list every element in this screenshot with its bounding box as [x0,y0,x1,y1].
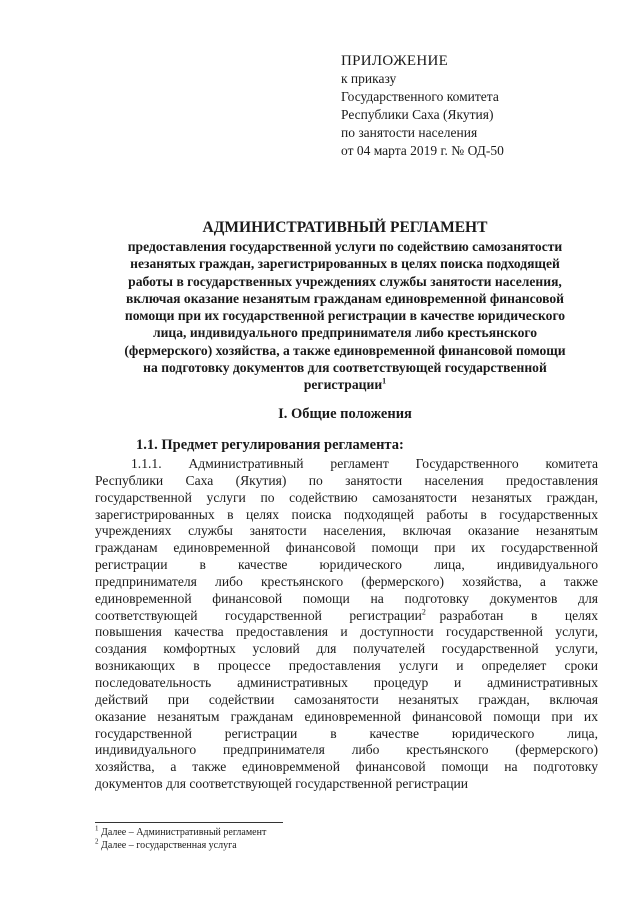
paragraph-line: предпринимателя либо крестьянского (фермерского) хозяйства, а также [95,573,598,589]
paragraph-line: хозяйства, а также единовремменой финансовой помощи на подготовку [95,759,598,775]
paragraph-line: возникающих в процессе предоставления услуги и определяет сроки [95,658,598,674]
document-title: АДМИНИСТРАТИВНЫЙ РЕГЛАМЕНТ [202,219,488,236]
paragraph-line: 1.1.1. Административный регламент Государственного комитета [131,456,598,471]
subtitle-line: предоставления государственной услуги по содействию самозанятости [127,239,563,254]
appendix-line: Республики Саха (Якутия) [341,107,494,122]
paragraph-line: зарегистрированных в целях поиска подходящей работы в государственных [95,506,598,522]
footnote-mark: 2 [95,837,99,846]
paragraph-line: оказание незанятым гражданам единовременной финансовой помощи при их [95,708,598,724]
subtitle-line: (фермерского) хозяйства, а также единовременной финансовой помощи [124,342,566,358]
footnote-mark: 1 [95,824,99,833]
subtitle-line: регистрации [303,377,383,393]
paragraph-line: учреждениях службы занятости населения, включая оказание незанятым [95,523,598,539]
paragraph-line: последовательность административных процедур и административных [95,674,598,690]
section-heading: I. Общие положения [278,406,412,422]
appendix-line: по занятости населения [341,125,478,140]
footnote-text: Далее – государственная услуга [101,840,237,851]
footnote-mark: 1 [382,376,387,386]
subsection-heading: 1.1. Предмет регулирования регламента: [136,437,404,453]
appendix-line: Государственного комитета [341,89,499,104]
appendix-line: к приказу [341,71,397,86]
paragraph-line: Республики Саха (Якутия) по занятости населения предоставления [95,472,598,488]
paragraph-line: действий при содействии самозанятости незанятых граждан, включая [95,691,598,707]
paragraph-line: гражданам единовременной финансовой помощи при их государственной [95,540,598,556]
paragraph-line-continuation: разработан в целях [439,607,598,623]
paragraph-line-with-footnote [95,608,598,625]
paragraph-line: соответствующей государственной регистрации [95,607,422,623]
paragraph-line: индивидуального предпринимателя либо крестьянского (фермерского) [95,742,598,758]
paragraph-line: государственной регистрации в качестве юридического лица, [95,725,598,741]
paragraph-line: повышения качества предоставления и доступности государственной услуги, [95,624,598,640]
footnote-mark: 2 [421,607,426,617]
subtitle-line: включая оказание незанятым гражданам единовременной финансовой [126,290,564,306]
paragraph-line: государственной услуги по содействию самозанятости незанятых граждан, [95,489,598,505]
subtitle-line-last [85,376,605,393]
subtitle-line: работы в государственных учреждениях службы занятости населения, [128,273,562,289]
subtitle-line: незанятых граждан, зарегистрированных в целях поиска подходящей [130,256,560,272]
appendix-block [341,52,504,160]
footnote-separator [95,822,283,823]
footnote-text: Далее – Административный регламент [101,827,267,838]
paragraph-line: единовременной финансовой помощи на подготовку документов для [95,590,598,606]
paragraph-line: регистрации в качестве юридического лица, индивидуального [95,557,598,573]
appendix-title: ПРИЛОЖЕНИЕ [341,53,449,69]
paragraph-1-1-1 [95,456,598,793]
appendix-line: от 04 марта 2019 г. № ОД-50 [341,143,504,158]
paragraph-line: документов для соответствующей государственной регистрации [95,776,469,792]
subtitle-line: помощи при их государственной регистрации в качестве юридического [124,308,566,324]
footnote [95,826,266,839]
subtitle-line: на подготовку документов для соответствующей государственной [143,360,547,376]
document-subtitle [85,238,605,394]
footnote [95,839,266,852]
footnotes [95,826,266,852]
subtitle-line: лица, индивидуального предпринимателя либо крестьянского [152,325,538,341]
paragraph-line: создания комфортных условий для получателей государственной услуги, [95,641,598,657]
